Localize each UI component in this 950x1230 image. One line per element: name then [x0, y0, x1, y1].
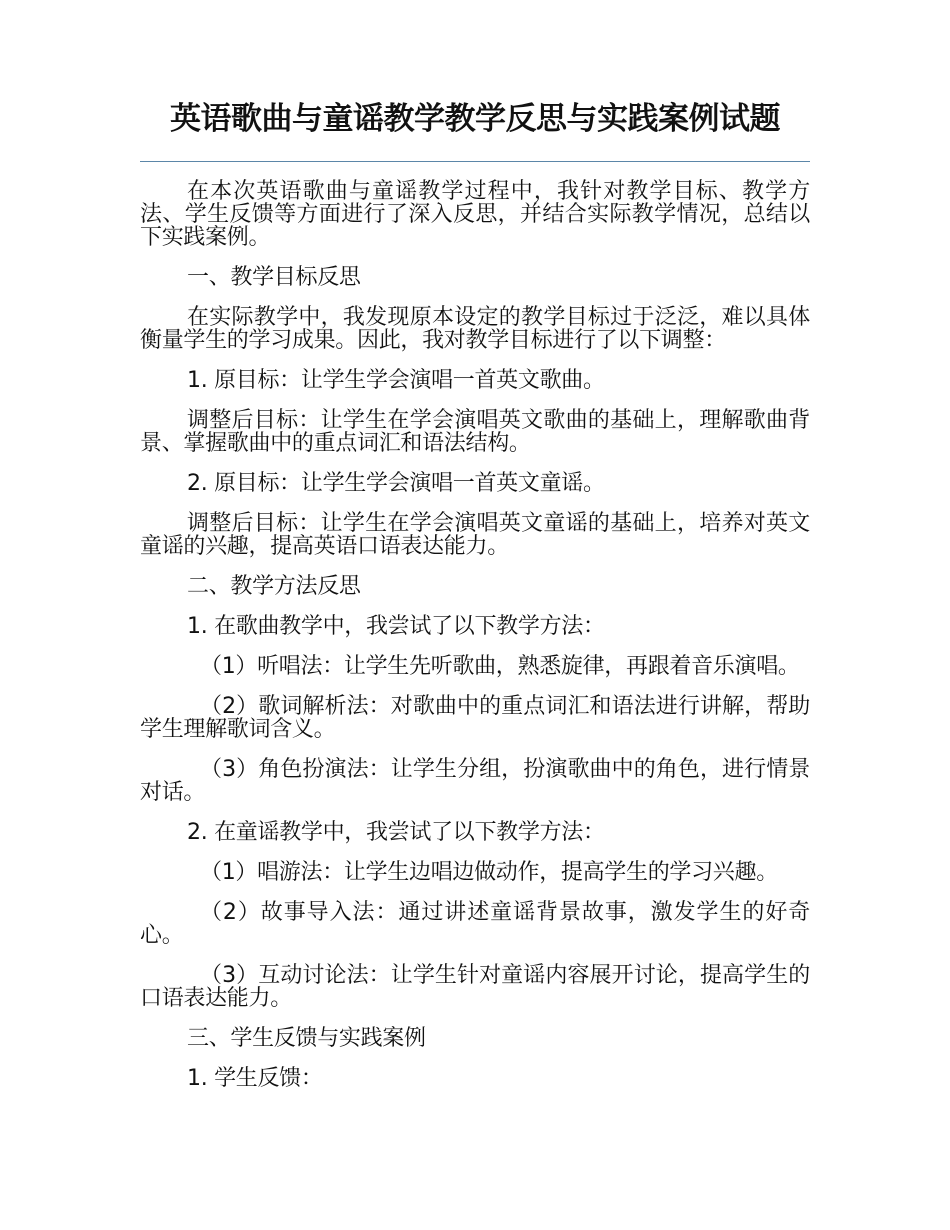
title-underline	[140, 161, 810, 162]
list-item-rhyme-method-3: （3）互动讨论法：让学生针对童谣内容展开讨论，提高学生的口语表达能力。	[140, 963, 810, 1011]
list-item-song-method-2: （2）歌词解析法：对歌曲中的重点词汇和语法进行讲解，帮助学生理解歌词含义。	[140, 694, 810, 742]
list-item-rhyme-method-1: （1）唱游法：让学生边唱边做动作，提高学生的学习兴趣。	[200, 860, 778, 885]
paragraph-rhyme-methods: 2. 在童谣教学中，我尝试了以下教学方法：	[187, 820, 605, 845]
paragraph-original-goal-2: 2. 原目标：让学生学会演唱一首英文童谣。	[187, 471, 605, 496]
paragraph-adjusted-goal-2: 调整后目标：让学生在学会演唱英文童谣的基础上，培养对英文童谣的兴趣，提高英语口语表达能力。	[140, 511, 810, 559]
paragraph-intro: 在本次英语歌曲与童谣教学过程中，我针对教学目标、教学方法、学生反馈等方面进行了深入反思，并结合实际教学情况，总结以下实践案例。	[140, 179, 810, 250]
section-heading-2: 二、教学方法反思	[187, 574, 361, 599]
section-heading-3: 三、学生反馈与实践案例	[187, 1026, 426, 1051]
list-item-song-method-1: （1）听唱法：让学生先听歌曲，熟悉旋律，再跟着音乐演唱。	[200, 654, 800, 679]
paragraph-adjusted-goal-1: 调整后目标：让学生在学会演唱英文歌曲的基础上，理解歌曲背景、掌握歌曲中的重点词汇和语法结构。	[140, 408, 810, 456]
document-title: 英语歌曲与童谣教学教学反思与实践案例试题	[170, 101, 780, 137]
paragraph-goal-reflection: 在实际教学中，我发现原本设定的教学目标过于泛泛，难以具体衡量学生的学习成果。因此，我对教学目标进行了以下调整：	[140, 305, 810, 353]
section-heading-1: 一、教学目标反思	[187, 265, 361, 290]
paragraph-student-feedback: 1. 学生反馈：	[187, 1066, 323, 1091]
list-item-rhyme-method-2: （2）故事导入法：通过讲述童谣背景故事，激发学生的好奇心。	[140, 900, 810, 948]
list-item-song-method-3: （3）角色扮演法：让学生分组，扮演歌曲中的角色，进行情景对话。	[140, 757, 810, 805]
document-body	[140, 180, 810, 1090]
paragraph-song-methods: 1. 在歌曲教学中，我尝试了以下教学方法：	[187, 614, 605, 639]
paragraph-original-goal-1: 1. 原目标：让学生学会演唱一首英文歌曲。	[187, 368, 605, 393]
